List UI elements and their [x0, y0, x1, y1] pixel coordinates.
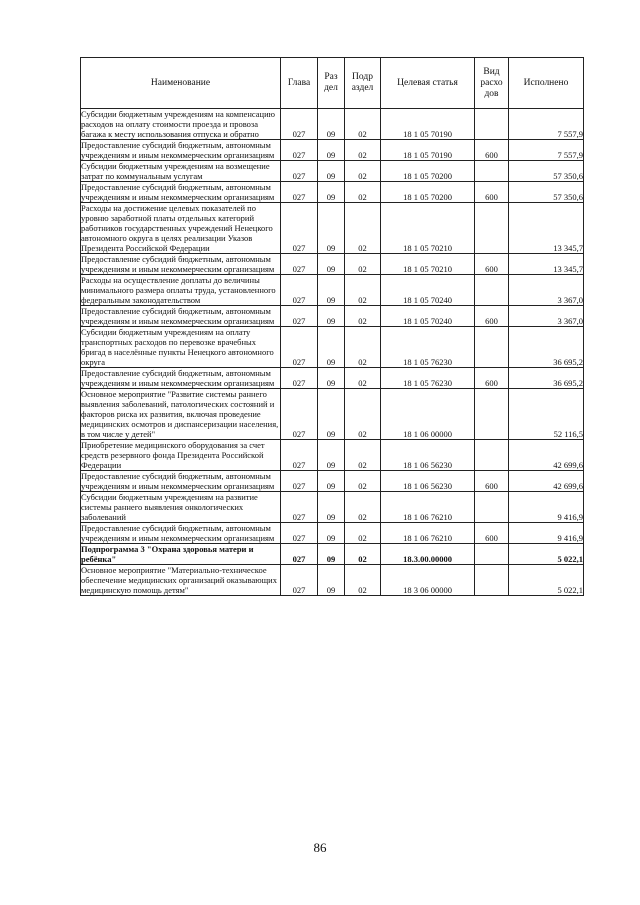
cell-razdel: 09	[318, 565, 345, 596]
cell-vid: 600	[475, 140, 509, 161]
cell-glava: 027	[281, 140, 318, 161]
cell-target: 18 1 05 70190	[381, 109, 475, 140]
cell-name: Предоставление субсидий бюджетным, автономным учреждениям и иным некоммерческим организациям	[81, 140, 281, 161]
cell-glava: 027	[281, 565, 318, 596]
cell-podrazdel: 02	[345, 109, 381, 140]
cell-executed: 3 367,0	[509, 306, 584, 327]
cell-executed: 9 416,9	[509, 523, 584, 544]
cell-vid: 600	[475, 182, 509, 203]
cell-name: Расходы на осуществление доплаты до величины минимального размера оплаты труда, установленного федеральным законодательством	[81, 275, 281, 306]
cell-executed: 5 022,1	[509, 544, 584, 565]
table-row	[81, 389, 584, 440]
cell-target: 18 1 06 56230	[381, 440, 475, 471]
cell-glava: 027	[281, 368, 318, 389]
cell-target: 18 1 05 70210	[381, 254, 475, 275]
cell-target: 18 1 05 70190	[381, 140, 475, 161]
cell-vid: 600	[475, 254, 509, 275]
cell-name: Предоставление субсидий бюджетным, автономным учреждениям и иным некоммерческим организациям	[81, 306, 281, 327]
cell-executed: 3 367,0	[509, 275, 584, 306]
cell-vid	[475, 565, 509, 596]
cell-target: 18 1 06 56230	[381, 471, 475, 492]
table-row	[81, 140, 584, 161]
cell-executed: 36 695,2	[509, 327, 584, 368]
cell-glava: 027	[281, 389, 318, 440]
cell-target: 18 1 06 76210	[381, 492, 475, 523]
cell-razdel: 09	[318, 389, 345, 440]
cell-razdel: 09	[318, 368, 345, 389]
cell-name: Подпрограмма 3 "Охрана здоровья матери и ребёнка"	[81, 544, 281, 565]
cell-glava: 027	[281, 440, 318, 471]
cell-razdel: 09	[318, 471, 345, 492]
cell-glava: 027	[281, 523, 318, 544]
header-podrazdel: Подр аздел	[345, 58, 381, 109]
cell-podrazdel: 02	[345, 471, 381, 492]
cell-executed: 5 022,1	[509, 565, 584, 596]
cell-podrazdel: 02	[345, 254, 381, 275]
table-row	[81, 492, 584, 523]
cell-executed: 7 557,9	[509, 140, 584, 161]
cell-razdel: 09	[318, 203, 345, 254]
cell-podrazdel: 02	[345, 389, 381, 440]
header-razdel: Раз дел	[318, 58, 345, 109]
cell-vid	[475, 440, 509, 471]
cell-executed: 36 695,2	[509, 368, 584, 389]
table-row	[81, 440, 584, 471]
cell-vid	[475, 544, 509, 565]
cell-razdel: 09	[318, 275, 345, 306]
cell-executed: 52 116,5	[509, 389, 584, 440]
cell-executed: 7 557,9	[509, 109, 584, 140]
cell-podrazdel: 02	[345, 182, 381, 203]
cell-podrazdel: 02	[345, 544, 381, 565]
header-glava: Глава	[281, 58, 318, 109]
cell-razdel: 09	[318, 492, 345, 523]
cell-vid	[475, 109, 509, 140]
cell-podrazdel: 02	[345, 368, 381, 389]
header-row	[81, 58, 584, 109]
cell-executed: 13 345,7	[509, 254, 584, 275]
cell-razdel: 09	[318, 544, 345, 565]
cell-executed: 9 416,9	[509, 492, 584, 523]
table-row	[81, 203, 584, 254]
cell-podrazdel: 02	[345, 440, 381, 471]
cell-target: 18 1 05 76230	[381, 368, 475, 389]
header-executed: Исполнено	[509, 58, 584, 109]
cell-executed: 42 699,6	[509, 471, 584, 492]
cell-target: 18 3 06 00000	[381, 565, 475, 596]
cell-razdel: 09	[318, 109, 345, 140]
cell-podrazdel: 02	[345, 275, 381, 306]
cell-podrazdel: 02	[345, 161, 381, 182]
cell-vid	[475, 203, 509, 254]
cell-glava: 027	[281, 182, 318, 203]
cell-razdel: 09	[318, 306, 345, 327]
cell-vid	[475, 327, 509, 368]
table-row	[81, 182, 584, 203]
cell-vid: 600	[475, 368, 509, 389]
cell-vid	[475, 161, 509, 182]
cell-name: Предоставление субсидий бюджетным, автономным учреждениям и иным некоммерческим организациям	[81, 523, 281, 544]
cell-razdel: 09	[318, 327, 345, 368]
cell-podrazdel: 02	[345, 523, 381, 544]
cell-razdel: 09	[318, 440, 345, 471]
cell-vid	[475, 492, 509, 523]
header-name: Наименование	[81, 58, 281, 109]
cell-glava: 027	[281, 471, 318, 492]
table-row	[81, 254, 584, 275]
cell-razdel: 09	[318, 182, 345, 203]
table-row	[81, 523, 584, 544]
cell-name: Основное мероприятие "Развитие системы раннего выявления заболеваний, патологических состояний и факторов риска их развития, включая проведение медицинских осмотров и диспансеризации населения, в том числе у детей"	[81, 389, 281, 440]
cell-glava: 027	[281, 306, 318, 327]
cell-target: 18 1 06 76210	[381, 523, 475, 544]
cell-target: 18 1 06 00000	[381, 389, 475, 440]
cell-razdel: 09	[318, 161, 345, 182]
table-row	[81, 565, 584, 596]
cell-razdel: 09	[318, 523, 345, 544]
cell-vid: 600	[475, 523, 509, 544]
cell-vid	[475, 275, 509, 306]
cell-executed: 42 699,6	[509, 440, 584, 471]
cell-target: 18 1 05 70200	[381, 161, 475, 182]
table-row	[81, 471, 584, 492]
cell-name: Предоставление субсидий бюджетным, автономным учреждениям и иным некоммерческим организациям	[81, 254, 281, 275]
cell-name: Расходы на достижение целевых показателей по уровню заработной платы отдельных категорий работников государственных учреждений Ненецкого автономного округа в целях реализации Указов Президента Российской Федерации	[81, 203, 281, 254]
table-row	[81, 109, 584, 140]
cell-glava: 027	[281, 275, 318, 306]
cell-razdel: 09	[318, 140, 345, 161]
cell-name: Основное мероприятие "Материально-техническое обеспечение медицинских организаций оказывающих медицинскую помощь детям"	[81, 565, 281, 596]
budget-table	[80, 57, 584, 596]
table-row	[81, 327, 584, 368]
cell-name: Субсидии бюджетным учреждениям на оплату транспортных расходов по перевозке врачебных бригад в населённые пункты Ненецкого автономного округа	[81, 327, 281, 368]
cell-glava: 027	[281, 203, 318, 254]
cell-name: Субсидии бюджетным учреждениям на компенсацию расходов на оплату стоимости проезда и провоза багажа к месту использования отпуска и обратно	[81, 109, 281, 140]
cell-podrazdel: 02	[345, 203, 381, 254]
cell-vid	[475, 389, 509, 440]
cell-glava: 027	[281, 161, 318, 182]
table-row	[81, 275, 584, 306]
cell-vid: 600	[475, 471, 509, 492]
header-target: Целевая статья	[381, 58, 475, 109]
header-vid: Вид расхо дов	[475, 58, 509, 109]
table-row	[81, 368, 584, 389]
table-row	[81, 161, 584, 182]
table-row	[81, 544, 584, 565]
cell-vid: 600	[475, 306, 509, 327]
cell-podrazdel: 02	[345, 140, 381, 161]
cell-name: Субсидии бюджетным учреждениям на возмещение затрат по коммунальным услугам	[81, 161, 281, 182]
cell-glava: 027	[281, 254, 318, 275]
cell-target: 18 1 05 70210	[381, 203, 475, 254]
cell-glava: 027	[281, 109, 318, 140]
cell-target: 18 1 05 76230	[381, 327, 475, 368]
page-number: 86	[313, 840, 327, 855]
cell-name: Предоставление субсидий бюджетным, автономным учреждениям и иным некоммерческим организациям	[81, 182, 281, 203]
cell-target: 18 1 05 70240	[381, 275, 475, 306]
cell-executed: 57 350,6	[509, 182, 584, 203]
cell-glava: 027	[281, 327, 318, 368]
cell-podrazdel: 02	[345, 565, 381, 596]
cell-name: Предоставление субсидий бюджетным, автономным учреждениям и иным некоммерческим организациям	[81, 368, 281, 389]
cell-glava: 027	[281, 492, 318, 523]
cell-target: 18 1 05 70240	[381, 306, 475, 327]
cell-podrazdel: 02	[345, 306, 381, 327]
cell-name: Субсидии бюджетным учреждениям на развитие системы раннего выявления онкологических заболеваний	[81, 492, 281, 523]
cell-target: 18 1 05 70200	[381, 182, 475, 203]
cell-podrazdel: 02	[345, 492, 381, 523]
cell-executed: 57 350,6	[509, 161, 584, 182]
cell-name: Приобретение медицинского оборудования за счет средств резервного фонда Президента Российской Федерации	[81, 440, 281, 471]
cell-podrazdel: 02	[345, 327, 381, 368]
cell-executed: 13 345,7	[509, 203, 584, 254]
cell-name: Предоставление субсидий бюджетным, автономным учреждениям и иным некоммерческим организациям	[81, 471, 281, 492]
cell-glava: 027	[281, 544, 318, 565]
table-row	[81, 306, 584, 327]
cell-target: 18.3.00.00000	[381, 544, 475, 565]
cell-razdel: 09	[318, 254, 345, 275]
